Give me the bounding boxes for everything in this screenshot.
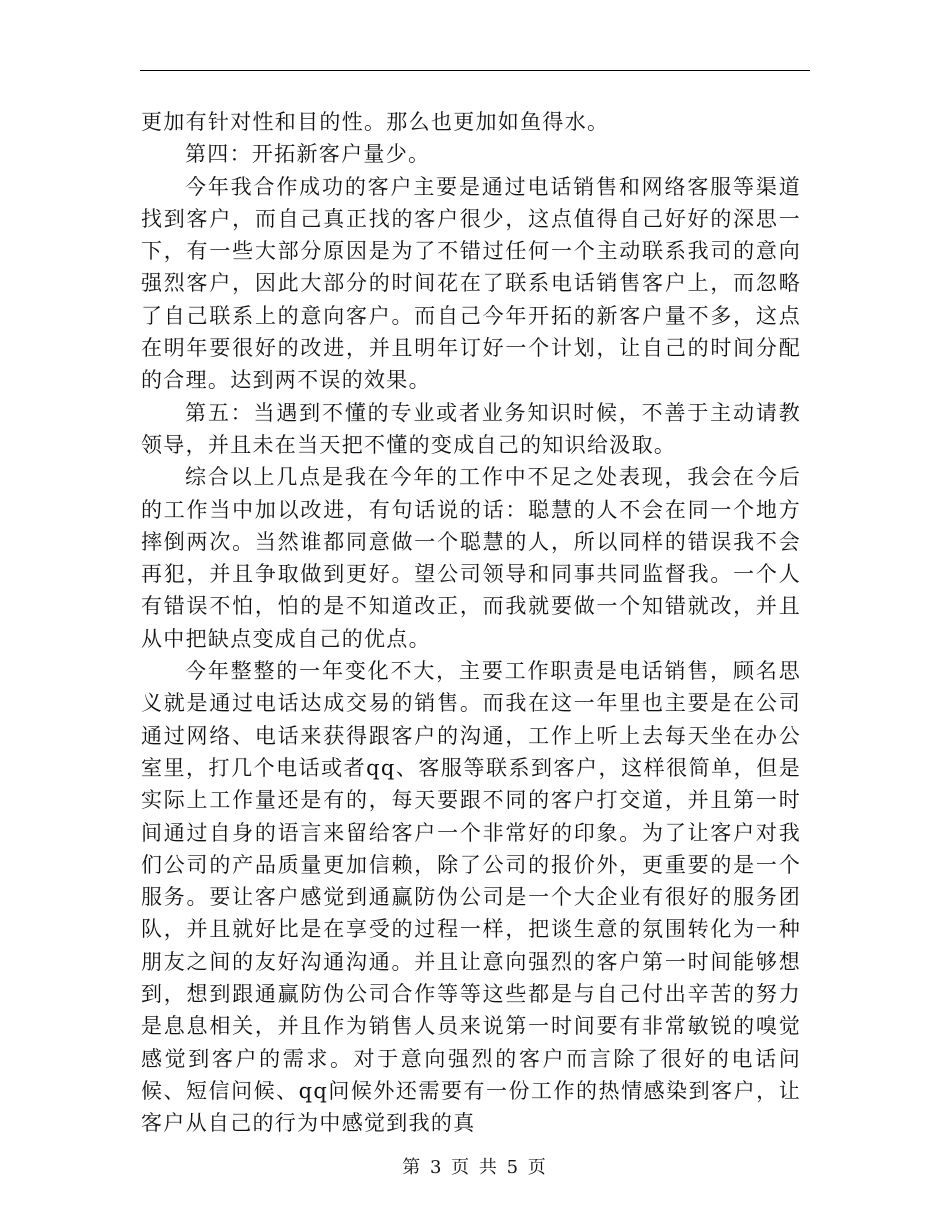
paragraph-2: 第四：开拓新客户量少。 <box>185 142 431 167</box>
page-footer: 第 3 页 共 5 页 <box>402 1157 548 1178</box>
paragraph-4: 第五：当遇到不懂的专业或者业务知识时候，不善于主动请教领导，并且未在当天把不懂的变成自己的知识给汲取。 <box>141 400 801 457</box>
paragraph-6: 今年整整的一年变化不大，主要工作职责是电话销售，顾名思义就是通过电话达成交易的销售。而我在这一年里也主要是在公司通过网络、电话来获得跟客户的沟通，工作上听上去每天坐在办公室里，打几个电话或者qq、客服等联系到客户，这样很简单，但是实际上工作量还是有的，每天要跟不同的客户打交道，并且第一时间通过自身的语言来留给客户一个非常好的印象。为了让客户对我们公司的产品质量更加信赖，除了公司的报价外，更重要的是一个服务。要让客户感觉到通赢防伪公司是一个大企业有很好的服务团队，并且就好比是在享受的过程一样，把谈生意的氛围转化为一种朋友之间的友好沟通沟通。并且让意向强烈的客户第一时间能够想到，想到跟通赢防伪公司合作等等这些都是与自己付出辛苦的努力是息息相关，并且作为销售人员来说第一时间要有非常敏锐的嗅觉感觉到客户的需求。对于意向强烈的客户而言除了很好的电话问候、短信问候、qq问候外还需要有一份工作的热情感染到客户，让客户从自己的行为中感觉到我的真 <box>141 659 801 1136</box>
paragraph-1: 更加有针对性和目的性。那么也更加如鱼得水。 <box>141 110 610 134</box>
paragraph-5: 综合以上几点是我在今年的工作中不足之处表现，我会在今后的工作当中加以改进，有句话说的话：聪慧的人不会在同一个地方摔倒两次。当然谁都同意做一个聪慧的人，所以同样的错误我不会再犯，并且争取做到更好。望公司领导和同事共同监督我。一个人有错误不怕，怕的是不知道改正，而我就要做一个知错就改，并且从中把缺点变成自己的优点。 <box>141 465 801 651</box>
document-body <box>141 106 801 1140</box>
header-rule <box>140 70 810 71</box>
paragraph-3: 今年我合作成功的客户主要是通过电话销售和网络客服等渠道找到客户，而自己真正找的客户很少，这点值得自己好好的深思一下，有一些大部分原因是为了不错过任何一个主动联系我司的意向强烈客户，因此大部分的时间花在了联系电话销售客户上，而忽略了自己联系上的意向客户。而自己今年开拓的新客户量不多，这点在明年要很好的改进，并且明年订好一个计划，让自己的时间分配的合理。达到两不误的效果。 <box>141 174 801 393</box>
